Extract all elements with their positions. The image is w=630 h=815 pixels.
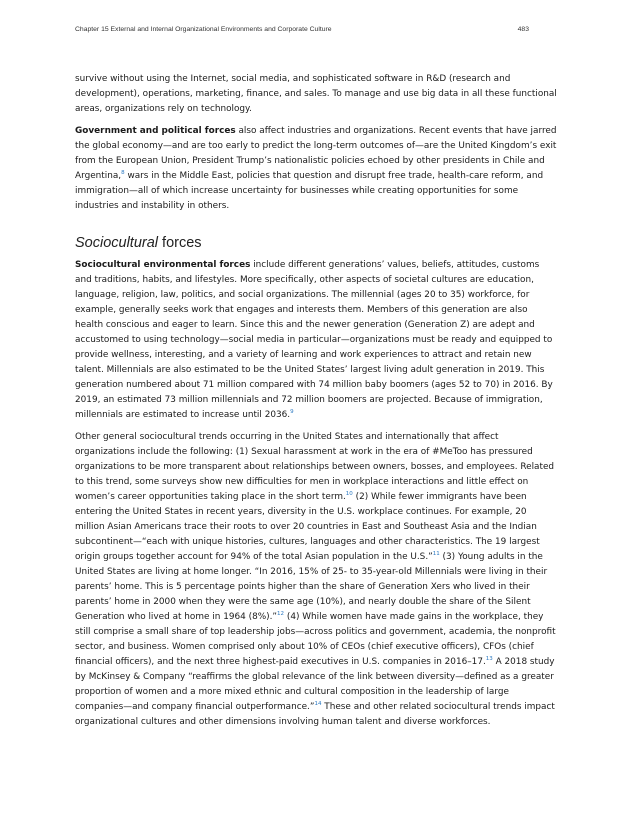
paragraph-trends (75, 430, 557, 730)
bold-term: Government and political forces (75, 126, 236, 136)
footnote-link[interactable]: 12 (277, 611, 285, 618)
footnote-link[interactable]: 11 (432, 551, 440, 558)
paragraph-text: also affect industries and organizations. Recent events that have jarred the global economy—and are too early to predict the long-term outcomes of—are the United Kingdom’s exit from the European Union, President Trump’s nationalistic policies echoed by other presidents in Chile and Argentina, (75, 126, 557, 181)
paragraph-text: (4) While women have made gains in the workplace, they still comprise a small share of top leadership jobs—across politics and government, academia, the nonprofit sector, and business. Women comprised only about 10% of CEOs (chief executive officers), CFOs (chief financial officers), and the next three highest-paid executives in U.S. companies in 2016–17. (75, 612, 556, 667)
body-text (75, 72, 557, 737)
paragraph-sociocultural (75, 258, 557, 423)
running-header (75, 26, 529, 33)
paragraph-text: (2) While fewer immigrants have been entering the United States in recent years, diversity in the U.S. workplace continues. For example, 20 million Asian Americans trace their roots to over 20 countries in East and Southeast Asia and the Indian subcontinent—“each with unique histories, cultures, languages and other characteristics. The 19 largest origin groups together account for 94% of the total Asian population in the U.S.” (75, 492, 540, 562)
paragraph-text: Other general sociocultural trends occurring in the United States and internationally that affect organizations include the following: (1) Sexual harassment at work in the era of #MeToo has pressured organizations to be more transparent about relationships between owners, bosses, and employees. Related to this trend, some surveys show new difficulties for men in workplace interactions and little effect on women’s career opportunities taking place in the short term. (75, 432, 555, 502)
heading-rest: forces (158, 235, 202, 251)
footnote-link[interactable]: 13 (485, 656, 493, 663)
footnote-link[interactable]: 14 (314, 701, 322, 708)
paragraph-text: A 2018 study by McKinsey & Company “reaffirms the global relevance of the link between diversity—defined as a greater proportion of women and a more mixed ethnic and cultural composition in the leadership of large companies—and company financial outperformance.” (75, 657, 555, 712)
paragraph-political-forces (75, 124, 557, 214)
section-heading (75, 234, 557, 252)
chapter-title: Chapter 15 External and Internal Organizational Environments and Corporate Culture (75, 26, 332, 33)
paragraph-text: wars in the Middle East, policies that question and disrupt free trade, health-care reform, and immigration—all of which increase uncertainty for businesses while creating opportunities for some industries and instability in others. (75, 171, 544, 211)
footnote-link[interactable]: 8 (121, 170, 125, 177)
footnote-link[interactable]: 9 (290, 409, 294, 416)
paragraph-text: include different generations’ values, beliefs, attitudes, customs and traditions, habits, and lifestyles. More specifically, other aspects of societal cultures are education, language, religion, law, politics, and social organizations. The millennial (ages 20 to 35) workforce, for example, generally seeks work that engages and interests them. Members of this generation are also health conscious and eager to learn. Since this and the newer generation (Generation Z) are adept and accustomed to using technology—social media in particular—organizations must be ready and equipped to provide wellness, interesting, and a variety of learning and work experiences to attract and retain new talent. Millennials are also estimated to be the United States’ largest living adult generation in 2019. This generation numbered about 71 million compared with 74 million baby boomers (ages 52 to 70) in 2016. By 2019, an estimated 73 million millennials and 72 million boomers are projected. Because of immigration, millennials are estimated to increase until 2036. (75, 260, 553, 420)
paragraph-text: (3) Young adults in the United States are living at home longer. “In 2016, 15% of 25- to 35-year-old Millennials were living in their parents’ home. This is 5 percentage points higher than the share of Generation Xers who lived in their parents’ home in 2000 when they were the same age (10%), and nearly double the share of the Silent Generation who lived at home in 1964 (8%).” (75, 552, 548, 622)
bold-term: Sociocultural environmental forces (75, 260, 251, 270)
paragraph-text: These and other related sociocultural trends impact organizational cultures and other dimensions involving human talent and diverse workforces. (75, 702, 555, 727)
footnote-link[interactable]: 10 (345, 491, 353, 498)
paragraph-technology: survive without using the Internet, social media, and sophisticated software in R&D (research and development), operations, marketing, finance, and sales. To manage and use big data in all these functional areas, organizations rely on technology. (75, 74, 557, 114)
heading-italic: Sociocultural (75, 235, 159, 251)
page-number: 483 (517, 26, 529, 33)
